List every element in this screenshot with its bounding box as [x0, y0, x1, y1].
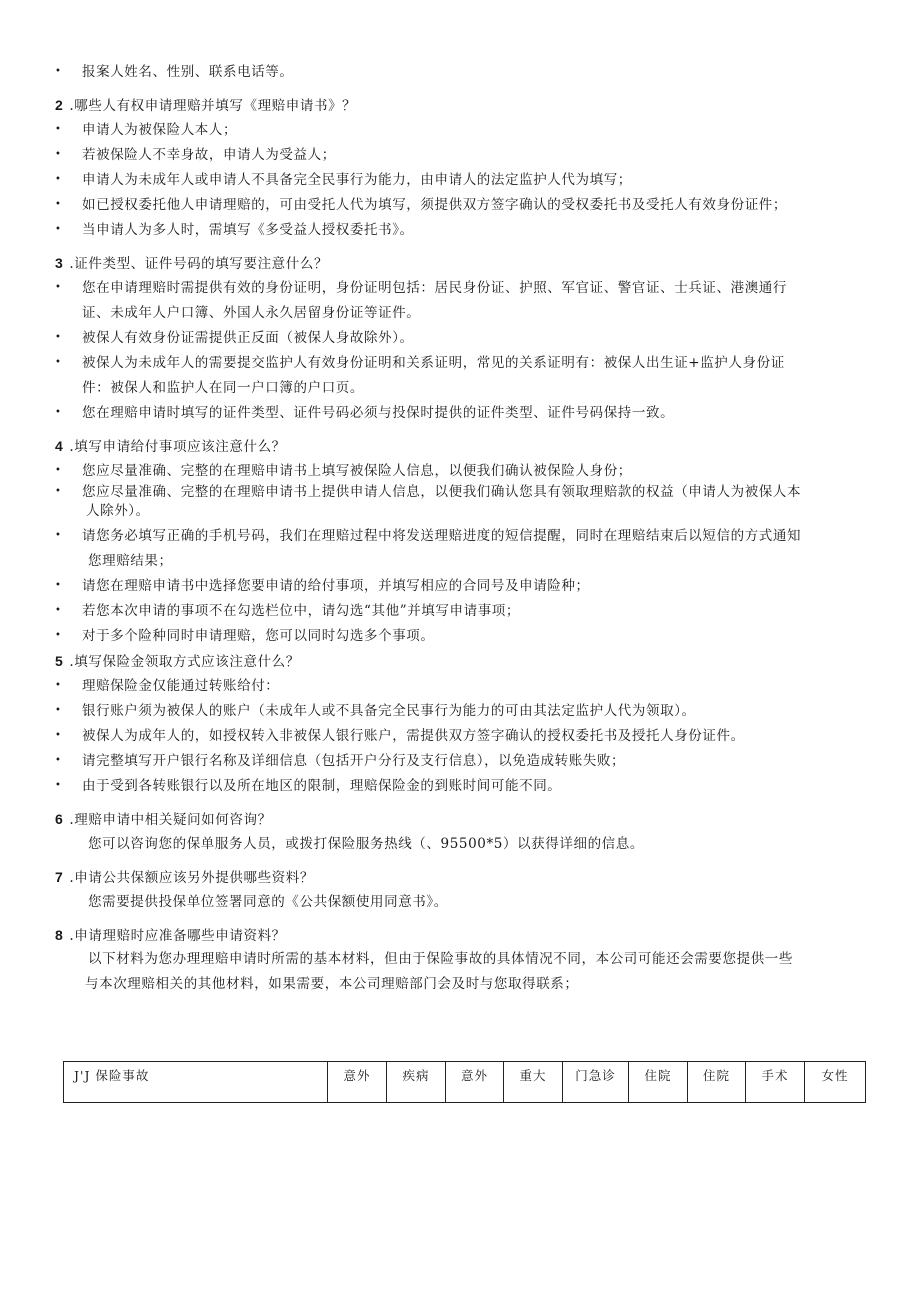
- table-header-cell: 住院: [688, 1062, 746, 1103]
- bullet: •: [55, 680, 62, 691]
- bullet: •: [55, 530, 62, 541]
- bullet: •: [55, 407, 62, 418]
- list-item-text: 理赔保险金仅能通过转账给付：: [82, 678, 280, 694]
- question-heading: [55, 868, 314, 887]
- table-header-cell: 重大: [504, 1062, 563, 1103]
- list-item-text: 被保人为未成年人的需要提交监护人有效身份证明和关系证明，常见的关系证明有：被保人出生证+监护人身份证: [82, 355, 785, 371]
- table-header-row: [64, 1062, 866, 1103]
- list-item-text: 您在申请理赔时需提供有效的身份证明，身份证明包括：居民身份证、护照、军官证、警官证、士兵证、港澳通行: [82, 280, 787, 296]
- list-item-text: 被保人为成年人的，如授权转入非被保人银行账户，需提供双方签字确认的授权委托书及授托人身份证件。: [82, 728, 745, 744]
- bullet: •: [55, 630, 62, 641]
- answer-text: 您可以咨询您的保单服务人员，或拨打保险服务热线（、95500*5）以获得详细的信息。: [88, 836, 644, 852]
- list-item-continuation: 件：被保人和监护人在同一户口簿的户口页。: [82, 380, 364, 396]
- list-item-continuation: 人除外）。: [86, 503, 150, 519]
- question-text: .申请公共保额应该另外提供哪些资料？: [69, 870, 314, 886]
- list-item-text: 银行账户须为被保人的账户（未成年人或不具备完全民事行为能力的可由其法定监护人代为领取）。: [82, 703, 696, 719]
- question-heading: [55, 437, 286, 456]
- bullet: •: [55, 282, 62, 293]
- bullet: •: [55, 332, 62, 343]
- question-heading: [55, 810, 272, 829]
- answer-text: 您需要提供投保单位签署同意的《公共保额使用同意书》。: [88, 894, 448, 910]
- bullet: •: [55, 465, 62, 476]
- bullet: •: [55, 66, 62, 77]
- list-item-continuation: 证、未成年人户口簿、外国人永久居留身份证等证件。: [82, 305, 421, 321]
- bullet: •: [55, 199, 62, 210]
- list-item-text: 若被保险人不幸身故，申请人为受益人；: [82, 147, 336, 163]
- table-header-cell: 疾病: [387, 1062, 446, 1103]
- list-item-text: 被保人有效身份证需提供正反面（被保人身故除外）。: [82, 330, 414, 346]
- list-item-text: 请您在理赔申请书中选择您要申请的给付事项，并填写相应的合同号及申请险种；: [82, 578, 590, 594]
- bullet: •: [55, 124, 62, 135]
- list-item-text: 报案人姓名、性别、联系电话等。: [82, 64, 294, 80]
- table-header-cell: 意外: [328, 1062, 387, 1103]
- question-number: 8: [55, 927, 64, 943]
- list-item-text: 若您本次申请的事项不在勾选栏位中，请勾选“其他”并填写申请事项；: [82, 603, 521, 619]
- list-item-text: 申请人为未成年人或申请人不具备完全民事行为能力，由申请人的法定监护人代为填写；: [82, 172, 632, 188]
- list-item-text: 您应尽量准确、完整的在理赔申请书上填写被保险人信息，以便我们确认被保险人身份；: [82, 463, 632, 479]
- bullet: •: [55, 705, 62, 716]
- bullet: •: [55, 357, 62, 368]
- question-text: .填写保险金领取方式应该注意什么？: [69, 654, 300, 670]
- table-header-cell: 住院: [629, 1062, 688, 1103]
- table-header-cell: J'J 保险事故: [64, 1062, 328, 1103]
- bullet: •: [55, 730, 62, 741]
- bullet: •: [55, 780, 62, 791]
- table-header-cell: 门急诊: [563, 1062, 629, 1103]
- list-item-text: 当申请人为多人时，需填写《多受益人授权委托书》。: [82, 222, 414, 238]
- list-item-text: 您应尽量准确、完整的在理赔申请书上提供申请人信息，以便我们确认您具有领取理赔款的权益（申请人为被保人本: [82, 484, 802, 500]
- question-number: 5: [55, 653, 64, 669]
- question-heading: [55, 96, 356, 115]
- question-text: .理赔申请中相关疑问如何咨询？: [69, 812, 272, 828]
- claims-table: [63, 1061, 866, 1103]
- table-header-cell: 意外: [446, 1062, 504, 1103]
- list-item-text: 对于多个险种同时申请理赔，您可以同时勾选多个事项。: [82, 628, 435, 644]
- question-heading: [55, 254, 328, 273]
- list-item-text: 申请人为被保险人本人；: [82, 122, 238, 138]
- question-number: 7: [55, 869, 64, 885]
- bullet: •: [55, 605, 62, 616]
- list-item-text: 您在理赔申请时填写的证件类型、证件号码必须与投保时提供的证件类型、证件号码保持一致。: [82, 405, 675, 421]
- list-item-text: 由于受到各转账银行以及所在地区的限制，理赔保险金的到账时间可能不同。: [82, 778, 562, 794]
- bullet: •: [55, 224, 62, 235]
- bullet: •: [55, 149, 62, 160]
- question-heading: [55, 926, 286, 945]
- question-number: 6: [55, 811, 64, 827]
- question-text: .填写申请给付事项应该注意什么？: [69, 439, 286, 455]
- table-header-cell: 女性: [805, 1062, 866, 1103]
- bullet: •: [55, 486, 62, 497]
- question-number: 4: [55, 438, 64, 454]
- question-number: 2: [55, 97, 64, 113]
- list-item-text: 如已授权委托他人申请理赔的，可由受托人代为填写，须提供双方签字确认的受权委托书及受托人有效身份证件；: [82, 197, 787, 213]
- bullet: •: [55, 580, 62, 591]
- list-item-text: 请完整填写开户银行名称及详细信息（包括开户分行及支行信息），以免造成转账失败；: [82, 753, 626, 769]
- bullet: •: [55, 755, 62, 766]
- answer-text: 与本次理赔相关的其他材料，如果需要，本公司理赔部门会及时与您取得联系；: [85, 976, 579, 992]
- answer-text: 以下材料为您办理理赔申请时所需的基本材料，但由于保险事故的具体情况不同，本公司可能还会需要您提供一些: [88, 951, 793, 967]
- list-item-text: 请您务必填写正确的手机号码，我们在理赔过程中将发送理赔进度的短信提醒，同时在理赔结束后以短信的方式通知: [82, 528, 802, 544]
- question-text: .哪些人有权申请理赔并填写《理赔申请书》？: [69, 98, 357, 114]
- question-text: .申请理赔时应准备哪些申请资料？: [69, 928, 286, 944]
- bullet: •: [55, 174, 62, 185]
- question-text: .证件类型、证件号码的填写要注意什么？: [69, 256, 329, 272]
- question-number: 3: [55, 255, 64, 271]
- question-heading: [55, 652, 300, 671]
- list-item-continuation: 您理赔结果；: [88, 553, 173, 569]
- table-header-cell: 手术: [746, 1062, 805, 1103]
